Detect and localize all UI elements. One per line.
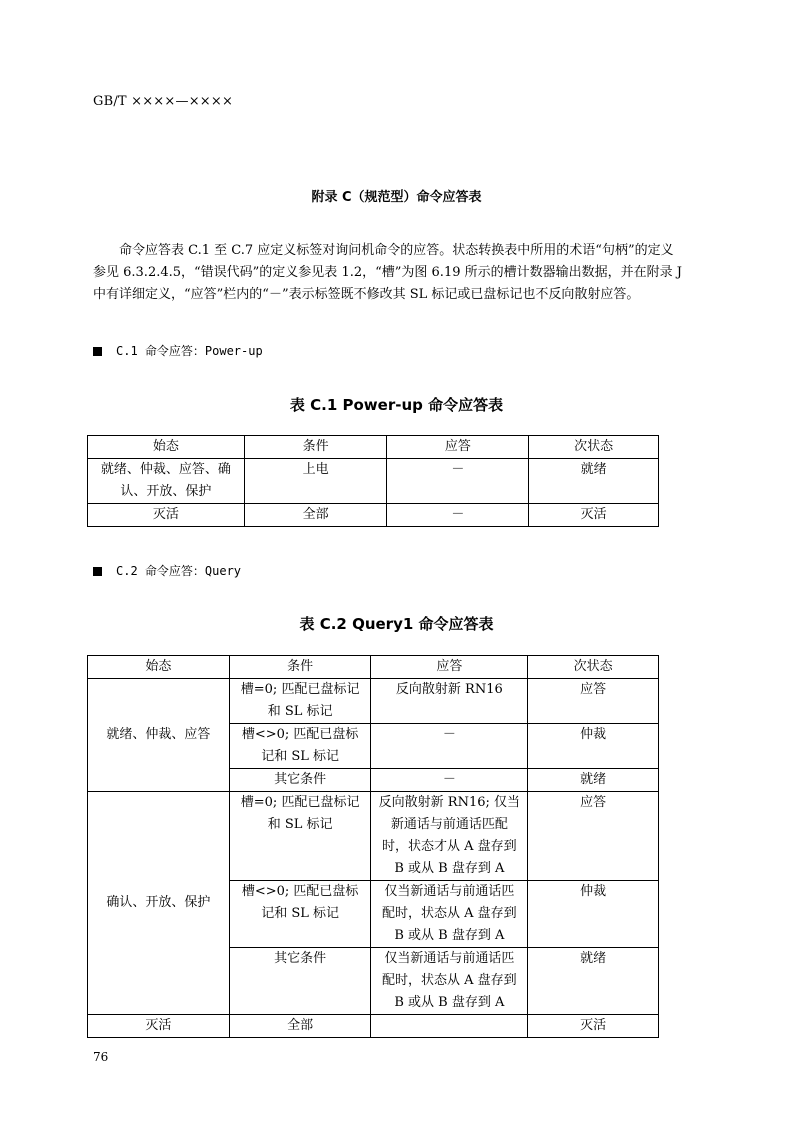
table-cell: 就绪、仲裁、应答、确 认、开放、保护 bbox=[88, 459, 245, 504]
table-cell: 就绪 bbox=[528, 948, 659, 1015]
intro-line: 命令应答表 C.1 至 C.7 应定义标签对询问机命令的应答。状态转换表中所用的术语“句柄”的定义 bbox=[119, 243, 674, 258]
table-cell: 仅当新通话与前通话匹 配时，状态从 A 盘存到 B 或从 B 盘存到 A bbox=[371, 948, 528, 1015]
section-label: C.2 命令应答：Query bbox=[116, 564, 242, 578]
appendix-title: 附录 C（规范型）命令应答表 bbox=[311, 190, 482, 205]
intro-paragraph bbox=[93, 240, 703, 306]
table-cell: 灭活 bbox=[529, 504, 659, 527]
table-cell: 灭活 bbox=[88, 504, 245, 527]
table-cell: 槽<>0; 匹配已盘标 记和 SL 标记 bbox=[229, 724, 371, 769]
header-cell: 次状态 bbox=[529, 436, 659, 459]
header-cell: 条件 bbox=[244, 436, 387, 459]
section-heading-c2 bbox=[93, 562, 241, 579]
table-cell: 上电 bbox=[244, 459, 387, 504]
header-cell: 始态 bbox=[88, 436, 245, 459]
table-row bbox=[88, 459, 659, 504]
table-header-row bbox=[88, 656, 659, 679]
table-cell: 灭活 bbox=[88, 1015, 230, 1038]
table-c2 bbox=[87, 655, 659, 1038]
table-cell: 就绪、仲裁、应答 bbox=[88, 679, 230, 792]
table-cell bbox=[371, 1015, 528, 1038]
header-cell: 应答 bbox=[371, 656, 528, 679]
table-cell: 其它条件 bbox=[229, 948, 371, 1015]
table-cell: 确认、开放、保护 bbox=[88, 792, 230, 1015]
table-cell: － bbox=[371, 769, 528, 792]
header-cell: 始态 bbox=[88, 656, 230, 679]
section-label: C.1 命令应答：Power-up bbox=[116, 344, 263, 358]
table-cell: 应答 bbox=[528, 792, 659, 881]
table-cell: 仅当新通话与前通话匹 配时，状态从 A 盘存到 B 或从 B 盘存到 A bbox=[371, 881, 528, 948]
table-cell: 仲裁 bbox=[528, 881, 659, 948]
table-header-row bbox=[88, 436, 659, 459]
table-cell: 仲裁 bbox=[528, 724, 659, 769]
table-cell: － bbox=[387, 504, 529, 527]
bullet-square-icon bbox=[93, 347, 102, 356]
table-cell: 反向散射新 RN16 bbox=[371, 679, 528, 724]
table-cell: 全部 bbox=[244, 504, 387, 527]
table-row bbox=[88, 679, 659, 724]
table-cell: 就绪 bbox=[529, 459, 659, 504]
table-cell: － bbox=[371, 724, 528, 769]
table-cell: 反向散射新 RN16; 仅当 新通话与前通话匹配 时，状态才从 A 盘存到 B 或从 B 盘存到 A bbox=[371, 792, 528, 881]
page-number: 76 bbox=[93, 1050, 109, 1064]
table-cell: － bbox=[387, 459, 529, 504]
header-cell: 条件 bbox=[229, 656, 371, 679]
intro-line: 中有详细定义，“应答”栏内的“－”表示标签既不修改其 SL 标记或已盘标记也不反向散射应答。 bbox=[93, 287, 640, 302]
table-cell: 槽<>0; 匹配已盘标 记和 SL 标记 bbox=[229, 881, 371, 948]
document-code-header: GB/T ××××—×××× bbox=[93, 94, 234, 109]
table-cell: 全部 bbox=[229, 1015, 371, 1038]
table-c2-title: 表 C.2 Query1 命令应答表 bbox=[299, 615, 494, 633]
intro-line: 参见 6.3.2.4.5，“错误代码”的定义参见表 1.2，“槽”为图 6.19 所示的槽计数器输出数据，并在附录 J bbox=[93, 265, 682, 280]
table-cell: 应答 bbox=[528, 679, 659, 724]
header-cell: 次状态 bbox=[528, 656, 659, 679]
table-cell: 槽=0; 匹配已盘标记 和 SL 标记 bbox=[229, 792, 371, 881]
table-row bbox=[88, 504, 659, 527]
table-cell: 槽=0; 匹配已盘标记 和 SL 标记 bbox=[229, 679, 371, 724]
table-c1-title: 表 C.1 Power-up 命令应答表 bbox=[289, 396, 504, 414]
table-c1 bbox=[87, 435, 659, 527]
table-cell: 灭活 bbox=[528, 1015, 659, 1038]
table-row bbox=[88, 1015, 659, 1038]
table-row bbox=[88, 792, 659, 881]
bullet-square-icon bbox=[93, 567, 102, 576]
section-heading-c1 bbox=[93, 342, 263, 359]
table-cell: 就绪 bbox=[528, 769, 659, 792]
table-cell: 其它条件 bbox=[229, 769, 371, 792]
header-cell: 应答 bbox=[387, 436, 529, 459]
